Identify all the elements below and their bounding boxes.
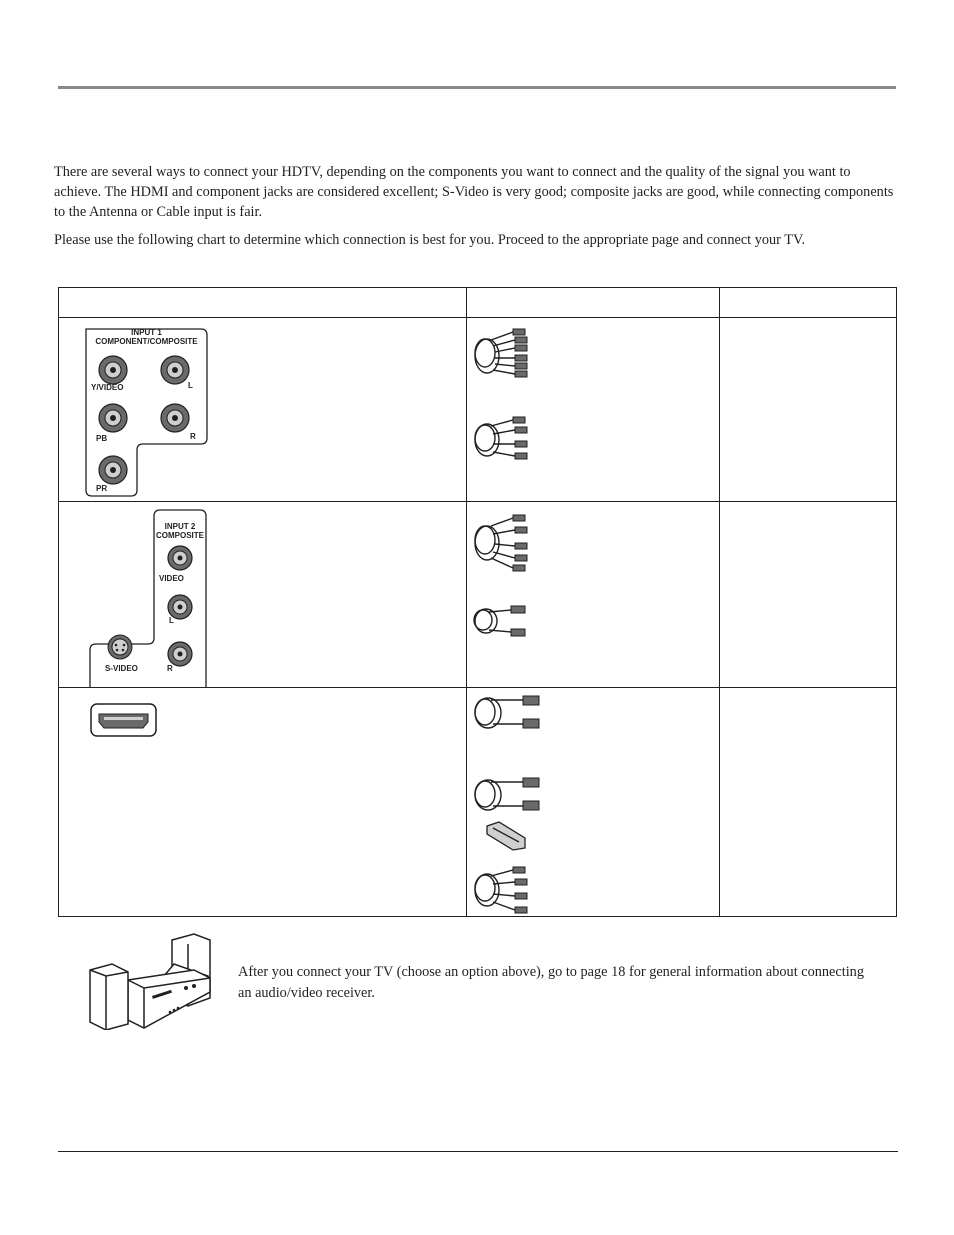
audio-cable-icon [475, 870, 515, 910]
input2-title-line1: INPUT 2 [164, 522, 196, 531]
input2-panel-drawing [59, 502, 467, 687]
av-receiver-speakers-icon [82, 930, 217, 1030]
input2-title-line2: COMPOSITE [155, 531, 204, 540]
header-jack [59, 288, 467, 318]
chart-row-input1 [59, 318, 897, 502]
hdmi-dvi-cable-icon [475, 780, 525, 810]
hdmi-cables [467, 688, 719, 916]
input2-panel [59, 502, 466, 687]
chart-header-row [59, 288, 897, 318]
hdmi-panel [59, 688, 466, 916]
header-cables [467, 288, 720, 318]
label-video: VIDEO [159, 574, 184, 583]
composite-cable-icon [467, 502, 720, 687]
input1-cables [467, 318, 719, 501]
svideo-jack-icon [108, 635, 132, 659]
label-pr: PR [96, 484, 108, 493]
dvi-adapter-icon [487, 822, 525, 850]
svideo-cable-icon [474, 609, 511, 633]
header-page [720, 288, 897, 318]
input1-panel [59, 318, 466, 501]
label-yvideo: Y/VIDEO [91, 383, 124, 392]
chart-row-hdmi [59, 688, 897, 917]
label-l: L [188, 381, 193, 390]
input1-title [86, 328, 207, 346]
input2-title [154, 522, 206, 540]
connection-chart [58, 287, 897, 917]
label-r2: R [167, 664, 173, 673]
composite-cable-icon [475, 420, 515, 456]
chart-row-input2 [59, 502, 897, 688]
input2-cables [467, 502, 719, 687]
label-r: R [190, 432, 196, 441]
receiver-note: After you connect your TV (choose an option above), go to page 18 for general information about connecting an audio/video receiver. [238, 964, 864, 1001]
intro-paragraph-1: There are several ways to connect your HDTV, depending on the components you want to connect and the quality of the signal you want to achieve. The HDMI and component jacks are considered excellent; S-Video is very good; composite jacks are good, while connecting components to the Antenna or Cable input is fair. [54, 164, 894, 220]
label-svideo: S-VIDEO [105, 664, 138, 673]
input1-title-line1: INPUT 1 [131, 328, 162, 337]
component-cable-icon [467, 318, 720, 501]
intro-paragraph-2: Please use the following chart to determine which connection is best for you. Proceed to the appropriate page and connect your TV. [54, 232, 806, 248]
input1-title-line2: COMPONENT/COMPOSITE [95, 337, 198, 346]
top-rule [58, 86, 896, 89]
label-l2: L [169, 616, 174, 625]
label-pb: PB [96, 434, 108, 443]
intro-text [54, 162, 894, 258]
bottom-rule [58, 1151, 898, 1152]
hdmi-jack-icon [59, 688, 467, 916]
hdmi-cable-icon [467, 688, 720, 916]
